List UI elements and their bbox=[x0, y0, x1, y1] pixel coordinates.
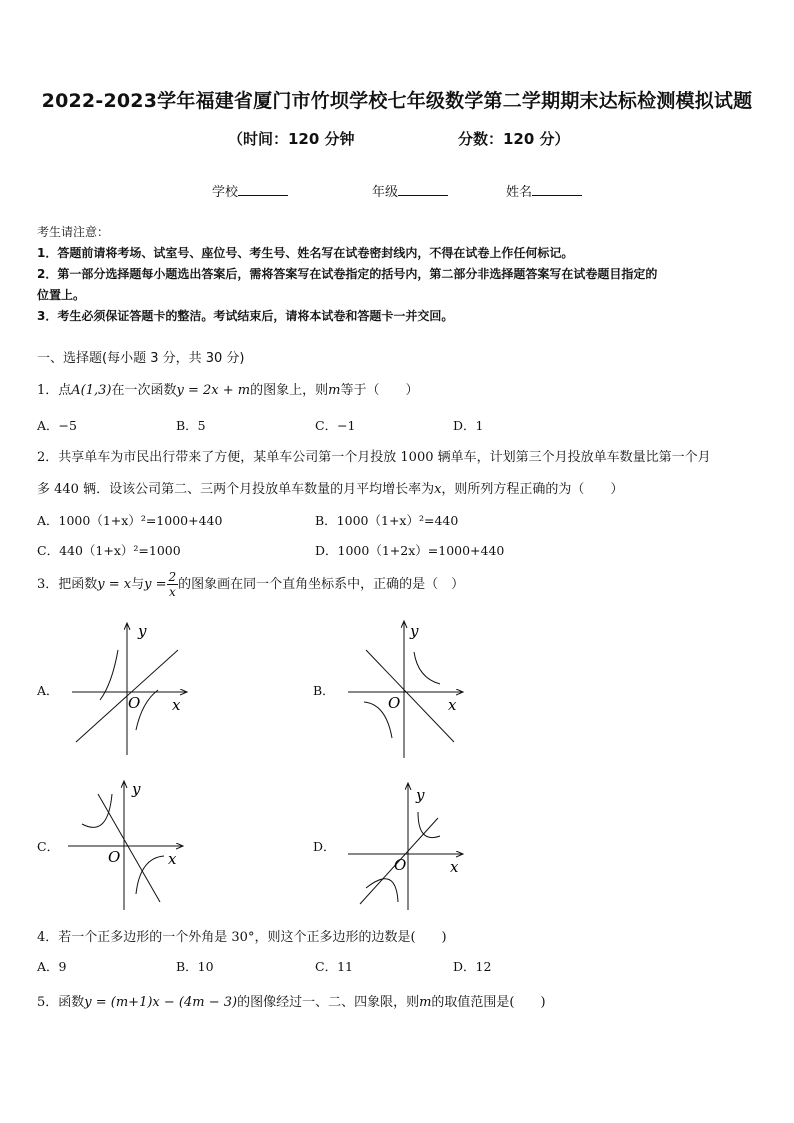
question-1 bbox=[37, 379, 757, 398]
q4-option-d[interactable]: D．12 bbox=[453, 959, 492, 974]
x-axis-label: x bbox=[172, 696, 181, 714]
name-field bbox=[506, 181, 582, 200]
q2-var: x bbox=[434, 482, 442, 497]
q3-graph-b[interactable] bbox=[342, 620, 472, 760]
q4-option-a[interactable]: A．9 bbox=[37, 959, 67, 974]
page-title: 2022-2023学年福建省厦门市竹坝学校七年级数学第二学期期末达标检测模拟试题 bbox=[41, 90, 753, 112]
x-axis-label: x bbox=[450, 858, 459, 876]
q1-function: y = 2x + m bbox=[176, 383, 251, 398]
hyperbola-branch bbox=[414, 652, 440, 684]
notice-block bbox=[37, 222, 762, 327]
q3-graph-a[interactable] bbox=[66, 620, 196, 760]
q1-mid2: 的图象上，则 bbox=[250, 383, 329, 398]
q5-function: y = (m+1)x − (4m − 3) bbox=[84, 995, 238, 1010]
q1-var: m bbox=[328, 383, 341, 398]
q4-option-c[interactable]: C．11 bbox=[315, 959, 353, 974]
q1-prefix: 1．点 bbox=[37, 383, 72, 398]
name-label: 姓名 bbox=[506, 185, 533, 200]
q5-var: m bbox=[419, 995, 432, 1010]
q3-option-b-label[interactable]: B． bbox=[313, 683, 335, 698]
q1-suffix: 等于（ ） bbox=[340, 383, 419, 398]
notice-heading: 考生请注意： bbox=[37, 225, 110, 239]
q1-mid: 在一次函数 bbox=[111, 383, 177, 398]
q3-function-2-left: y = bbox=[144, 577, 167, 592]
origin-label: O bbox=[394, 856, 407, 874]
notice-item-3: 3．考生必须保证答题卡的整洁。考试结束后，请将本试卷和答题卡一并交回。 bbox=[37, 309, 454, 323]
y-axis-label: y bbox=[138, 622, 147, 640]
q2-option-b[interactable]: B．1000（1+x）²=440 bbox=[315, 513, 459, 528]
hyperbola-branch bbox=[418, 812, 440, 838]
q3-function-1: y = x bbox=[97, 577, 132, 592]
section-heading: 一、选择题(每小题 3 分，共 30 分) bbox=[37, 351, 245, 366]
origin-label: O bbox=[108, 848, 121, 866]
question-2-line-2 bbox=[37, 478, 757, 497]
q5-suffix: 的取值范围是( ) bbox=[431, 995, 546, 1010]
q3-option-c-label[interactable]: C． bbox=[37, 839, 60, 854]
x-axis-label: x bbox=[168, 850, 177, 868]
q1-point: A(1,3) bbox=[71, 383, 112, 398]
q2-line2b: ，则所列方程正确的为（ ） bbox=[441, 482, 624, 497]
grade-blank[interactable] bbox=[398, 183, 448, 196]
school-field bbox=[212, 181, 288, 200]
school-label: 学校 bbox=[212, 185, 239, 200]
origin-label: O bbox=[128, 694, 141, 712]
q5-mid: 的图像经过一、二、四象限，则 bbox=[237, 995, 420, 1010]
y-axis-label: y bbox=[410, 622, 419, 640]
q1-option-b[interactable]: B．5 bbox=[176, 418, 206, 433]
q3-fraction bbox=[167, 570, 179, 599]
origin-label: O bbox=[388, 694, 401, 712]
q4-option-b[interactable]: B．10 bbox=[176, 959, 214, 974]
q3-fraction-denominator: x bbox=[168, 585, 176, 599]
question-2-line-1: 2．共享单车为市民出行带来了方便，某单车公司第一个月投放 1000 辆单车，计划第三个月投放单车数量比第一个月 bbox=[37, 450, 711, 465]
school-blank[interactable] bbox=[238, 183, 288, 196]
y-axis-label: y bbox=[132, 780, 141, 798]
q1-option-a[interactable]: A．−5 bbox=[37, 418, 77, 433]
q3-mid: 与 bbox=[131, 577, 145, 592]
score-label: 分数：120 分） bbox=[458, 130, 570, 148]
x-axis-label: x bbox=[448, 696, 457, 714]
q1-option-c[interactable]: C．−1 bbox=[315, 418, 356, 433]
notice-item-2b: 位置上。 bbox=[37, 288, 86, 302]
notice-item-1: 1．答题前请将考场、试室号、座位号、考生号、姓名写在试卷密封线内，不得在试卷上作任何标记。 bbox=[37, 246, 574, 260]
line-y-equals-negative-x bbox=[366, 650, 454, 742]
grade-field bbox=[372, 181, 448, 200]
notice-item-2a: 2．第一部分选择题每小题选出答案后，需将答案写在试卷指定的括号内，第二部分非选择题答案写在试卷题目指定的 bbox=[37, 267, 658, 281]
q2-option-d[interactable]: D．1000（1+2x）=1000+440 bbox=[315, 543, 505, 558]
question-5 bbox=[37, 991, 757, 1010]
hyperbola-branch bbox=[366, 879, 398, 902]
question-3 bbox=[37, 570, 757, 599]
q3-suffix: 的图象画在同一个直角坐标系中，正确的是（ ） bbox=[178, 577, 465, 592]
q3-prefix: 3．把函数 bbox=[37, 577, 98, 592]
y-axis-label: y bbox=[416, 786, 425, 804]
time-label: （时间：120 分钟 bbox=[228, 130, 355, 148]
q2-line2a: 多 440 辆．设该公司第二、三两个月投放单车数量的月平均增长率为 bbox=[37, 482, 435, 497]
q2-option-c[interactable]: C．440（1+x）²=1000 bbox=[37, 543, 181, 558]
q1-option-d[interactable]: D．1 bbox=[453, 418, 484, 433]
q2-option-a[interactable]: A．1000（1+x）²=1000+440 bbox=[37, 513, 223, 528]
name-blank[interactable] bbox=[532, 183, 582, 196]
q3-graph-d[interactable] bbox=[344, 778, 474, 913]
q3-option-d-label[interactable]: D． bbox=[313, 839, 336, 854]
q5-prefix: 5．函数 bbox=[37, 995, 85, 1010]
question-4: 4．若一个正多边形的一个外角是 30°，则这个正多边形的边数是( ) bbox=[37, 930, 447, 945]
q3-option-a-label[interactable]: A． bbox=[37, 683, 59, 698]
grade-label: 年级 bbox=[372, 185, 399, 200]
hyperbola-branch bbox=[136, 856, 164, 894]
q3-graph-c[interactable] bbox=[64, 778, 194, 913]
q3-fraction-numerator: 2 bbox=[168, 570, 177, 584]
